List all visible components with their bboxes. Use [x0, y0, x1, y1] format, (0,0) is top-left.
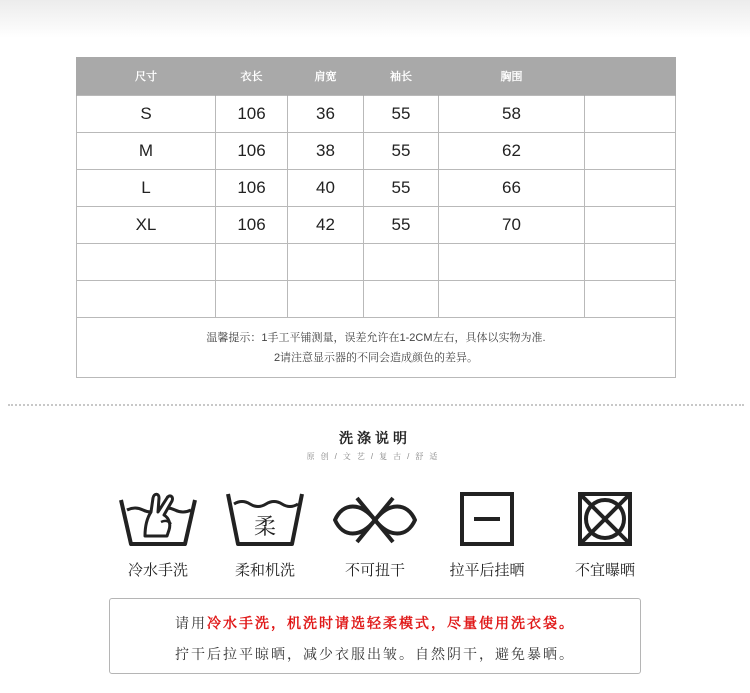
- care-icons-row: [0, 488, 750, 588]
- note-line-2: 2请注意显示器的不同会造成颜色的差异。: [273, 351, 479, 364]
- dotted-divider: [8, 404, 744, 406]
- table-cell: [439, 281, 585, 318]
- care-label: 不可扭干: [344, 562, 405, 579]
- table-row: [77, 96, 676, 133]
- table-cell: 106: [216, 207, 288, 244]
- table-note-row: [77, 318, 676, 378]
- table-cell: [585, 96, 676, 133]
- top-shadow-band: [0, 0, 750, 38]
- table-cell: [77, 281, 216, 318]
- care-item-flat-dry: [437, 488, 537, 580]
- table-cell: S: [77, 96, 216, 133]
- washing-subtitle: 原创/文艺/复古/舒适: [306, 452, 444, 461]
- table-cell: XL: [77, 207, 216, 244]
- care-item-hand-wash: [108, 488, 208, 580]
- size-table-header: [77, 57, 676, 96]
- notice-highlight: 冷水手洗，机洗时请选轻柔模式，尽量使用洗衣袋。: [207, 615, 575, 631]
- care-item-gentle-wash: [215, 488, 315, 580]
- table-row: [77, 133, 676, 170]
- table-cell: [364, 244, 439, 281]
- care-label: 冷水手洗: [127, 562, 188, 579]
- table-cell: 38: [288, 133, 364, 170]
- gentle-machine-wash-icon: [224, 488, 306, 550]
- table-cell: 40: [288, 170, 364, 207]
- note-line-1: 温馨提示：1手工平铺测量，误差允许在1-2CM左右，具体以实物为准.: [206, 331, 546, 344]
- header-cell: 肩宽: [288, 57, 364, 96]
- table-cell: [585, 170, 676, 207]
- care-label: 不宜曝晒: [574, 562, 635, 579]
- table-cell: [216, 244, 288, 281]
- table-cell: L: [77, 170, 216, 207]
- gentle-symbol-text: 柔: [253, 515, 277, 540]
- table-cell: [585, 133, 676, 170]
- washing-title: 洗涤说明: [339, 430, 411, 446]
- header-cell: 衣长: [216, 57, 288, 96]
- table-cell: [439, 244, 585, 281]
- table-row: [77, 281, 676, 318]
- table-cell: M: [77, 133, 216, 170]
- table-cell: 55: [364, 96, 439, 133]
- size-chart-table: [76, 57, 676, 378]
- measurement-note: [77, 318, 676, 378]
- table-cell: 70: [439, 207, 585, 244]
- table-cell: [77, 244, 216, 281]
- table-cell: [288, 281, 364, 318]
- care-label: 柔和机洗: [234, 562, 295, 579]
- header-cell: 胸围: [439, 57, 585, 96]
- table-cell: 106: [216, 133, 288, 170]
- table-row: [77, 207, 676, 244]
- table-row: [77, 170, 676, 207]
- hand-wash-icon: [117, 488, 199, 550]
- table-cell: [585, 244, 676, 281]
- table-cell: [288, 244, 364, 281]
- table-cell: [216, 281, 288, 318]
- no-tumble-dry-icon: [564, 488, 646, 550]
- table-row: [77, 244, 676, 281]
- table-cell: 55: [364, 207, 439, 244]
- table-cell: [585, 281, 676, 318]
- care-item-no-sun: [555, 488, 655, 580]
- table-cell: 66: [439, 170, 585, 207]
- flat-hang-dry-icon: [446, 488, 528, 550]
- notice-line-2: 拧干后拉平晾晒，减少衣服出皱。自然阴干，避免暴晒。: [175, 646, 575, 662]
- table-cell: [364, 281, 439, 318]
- table-cell: 42: [288, 207, 364, 244]
- table-cell: 36: [288, 96, 364, 133]
- table-cell: 62: [439, 133, 585, 170]
- header-cell: [585, 57, 676, 96]
- table-cell: 55: [364, 170, 439, 207]
- care-item-no-wring: [325, 488, 425, 580]
- notice-prefix: 请用: [175, 615, 207, 631]
- table-cell: 106: [216, 170, 288, 207]
- table-cell: [585, 207, 676, 244]
- care-label: 拉平后挂晒: [449, 562, 525, 579]
- table-cell: 55: [364, 133, 439, 170]
- notice-line-1: [110, 613, 640, 633]
- header-cell: 尺寸: [77, 57, 216, 96]
- table-cell: 58: [439, 96, 585, 133]
- table-cell: 106: [216, 96, 288, 133]
- header-cell: 袖长: [364, 57, 439, 96]
- do-not-wring-icon: [329, 488, 421, 550]
- washing-notice-box: [109, 598, 641, 674]
